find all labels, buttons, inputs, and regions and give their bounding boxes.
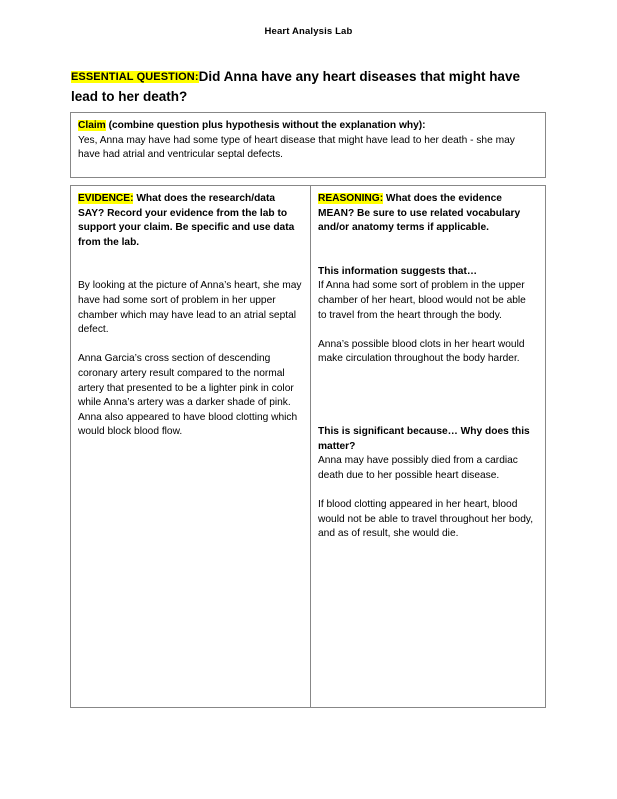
reasoning-paragraph[interactable]: Anna may have possibly died from a cardiac death due to her possible heart disease. (318, 455, 518, 481)
claim-prompt-text: (combine question plus hypothesis without the explanation why): (105, 120, 426, 131)
claim-prompt-line (78, 119, 538, 134)
evidence-reasoning-table (70, 185, 546, 708)
evidence-paragraph[interactable]: By looking at the picture of Anna’s heart, she may have had some sort of problem in her upper chamber which may have lead to an atrial septal defect. (78, 280, 302, 336)
reasoning-header (318, 192, 537, 236)
reasoning-paragraph[interactable]: If blood clotting appeared in her heart, blood would not be able to travel throughout her body, and as of result, she would die. (318, 498, 534, 540)
reasoning-sub-prompt: This information suggests that… (318, 265, 478, 277)
evidence-spacer-1 (78, 250, 302, 279)
reasoning-sub-prompt: This is significant because… Why does this matter? (318, 425, 530, 452)
claim-content (71, 113, 545, 163)
claim-response[interactable]: Yes, Anna may have had some type of heart disease that might have lead to her death - she may have had atrial and ventricular septal defects. (78, 134, 515, 161)
essential-question-heading (71, 67, 547, 107)
evidence-spacer-2 (78, 338, 302, 353)
evidence-label: EVIDENCE: (78, 193, 134, 204)
reasoning-spacer-3 (318, 367, 537, 425)
reasoning-paragraph[interactable]: If Anna had some sort of problem in the upper chamber of her heart, blood would not be able to travel from the heart through the body. (318, 280, 526, 321)
claim-box (70, 112, 546, 178)
reasoning-spacer-2 (318, 323, 537, 338)
reasoning-spacer-4 (318, 483, 537, 498)
evidence-prompt-text: What does the research/data SAY? Record your evidence from the lab to support your claim. Be specific and use data from the lab. (78, 193, 295, 248)
evidence-header (78, 192, 302, 250)
reasoning-spacer-1 (318, 236, 537, 265)
reasoning-prompt-text: What does the evidence MEAN? Be sure to use related vocabulary and/or anatomy terms if applicable. (318, 193, 521, 234)
reasoning-column (311, 186, 545, 707)
essential-question-text: Did Anna have any heart diseases that might have lead to her death? (71, 69, 520, 104)
claim-label: Claim (78, 120, 106, 131)
evidence-column (71, 186, 311, 707)
reasoning-label: REASONING: (318, 193, 384, 204)
reasoning-paragraph[interactable]: Anna’s possible blood clots in her heart would make circulation throughout the body harder. (318, 338, 525, 365)
essential-question-label: ESSENTIAL QUESTION: (71, 71, 199, 83)
evidence-paragraph[interactable]: Anna Garcia’s cross section of descending coronary artery result compared to the normal artery that presented to be a lighter pink in color while Anna’s artery was a darker shade of pink. Anna also appeared to have blood clotting which would block blood flow. (78, 353, 298, 438)
document-running-header: Heart Analysis Lab (264, 26, 353, 37)
